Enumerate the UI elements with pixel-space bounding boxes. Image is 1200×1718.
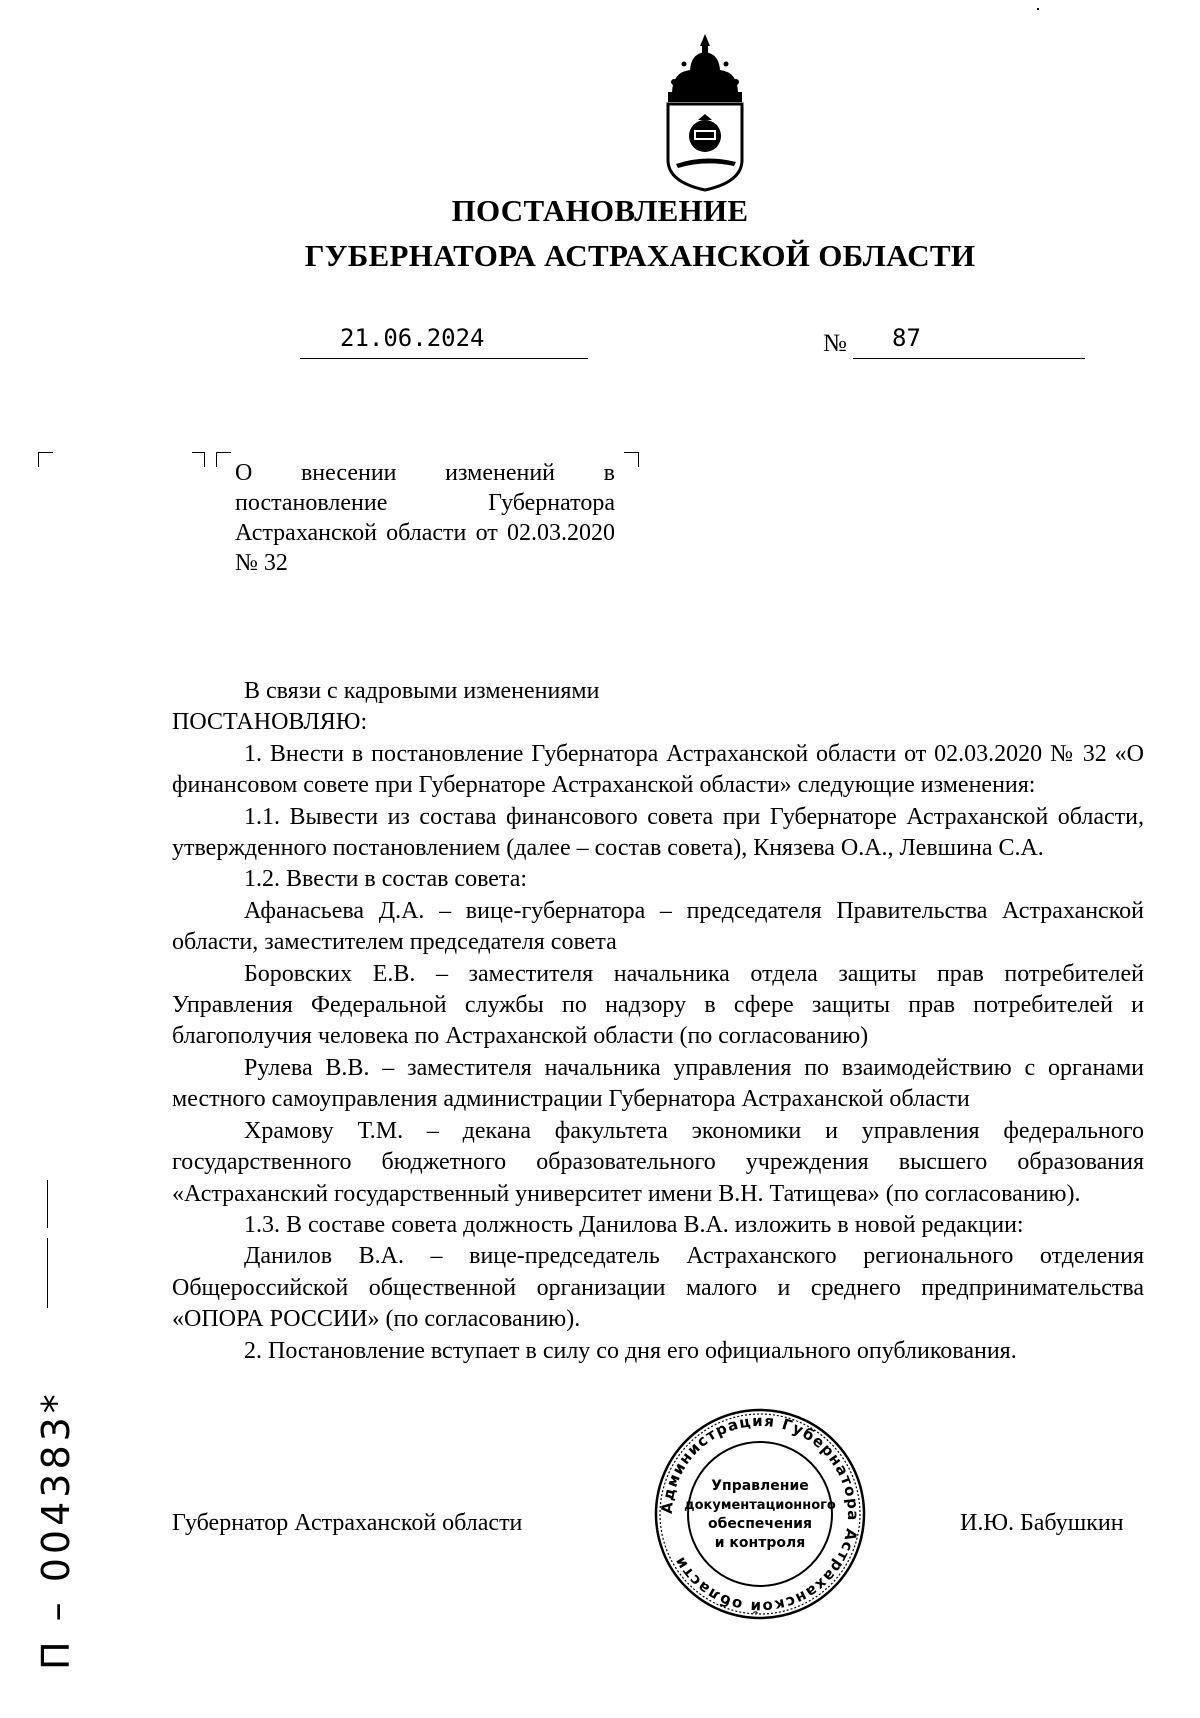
body-paragraph: 1.3. В составе совета должность Данилова В.А. изложить в новой редакции: <box>244 1211 1024 1238</box>
margin-bar <box>47 1238 48 1308</box>
body-paragraph: Храмову Т.М. – декана факультета экономики и управления федерального государственного бюджетного образовательного учреждения высшего образования «Астраханский государственный университет имени В.Н. Татищева» (по согласованию). <box>172 1117 1144 1207</box>
scan-speck <box>1037 8 1039 10</box>
body-paragraph: Данилов В.А. – вице-председатель Астраханского регионального отделения Общероссийской общественной организации малого и среднего предпринимательства «ОПОРА РОССИИ» (по согласованию). <box>172 1243 1144 1333</box>
stamp-inner-line1: Управление <box>711 1478 809 1494</box>
stamp-inner-line4: и контроля <box>714 1535 806 1551</box>
number-underline <box>853 330 1085 359</box>
body-paragraph: 1. Внести в постановление Губернатора Астраханской области от 02.03.2020 № 32 «О финансовом совете при Губернаторе Астраханской области» следующие изменения: <box>172 740 1144 799</box>
stamp-inner-line3: обеспечения <box>708 1516 812 1532</box>
address-corner-mark <box>38 452 53 467</box>
document-body <box>172 676 1144 1367</box>
official-stamp <box>652 1406 868 1622</box>
document-title-line1: ПОСТАНОВЛЕНИЕ <box>451 193 749 228</box>
subject-corner-mark-right <box>624 452 639 467</box>
coat-of-arms-icon <box>660 32 750 192</box>
document-date: 21.06.2024 <box>340 324 485 352</box>
body-paragraph: 2. Постановление вступает в силу со дня его официального опубликования. <box>244 1337 1017 1364</box>
body-paragraph: 1.1. Вывести из состава финансового совета при Губернаторе Астраханской области, утвержденного постановлением (далее – состав совета), Князева О.А., Левшина С.А. <box>172 803 1144 862</box>
registration-number-text: П – 004383* <box>34 1390 78 1670</box>
stamp-outer-text: Администрация Губернатора Астраханской области <box>657 1411 863 1617</box>
document-title-line2: ГУБЕРНАТОРА АСТРАХАНСКОЙ ОБЛАСТИ <box>304 238 976 273</box>
stamp-inner-line2: документационного <box>684 1498 836 1513</box>
body-paragraph: 1.2. Ввести в состав совета: <box>244 866 528 893</box>
subject-corner-mark-left-a <box>192 452 205 467</box>
signatory-position: Губернатор Астраханской области <box>172 1510 523 1536</box>
number-sign: № <box>823 330 847 357</box>
body-paragraph: Афанасьева Д.А. – вице-губернатора – председателя Правительства Астраханской области, заместителем председателя совета <box>172 897 1144 956</box>
signatory-name: И.Ю. Бабушкин <box>960 1510 1124 1536</box>
document-number: 87 <box>892 324 921 352</box>
subject-corner-mark-left-b <box>216 452 231 467</box>
body-paragraph: ПОСТАНОВЛЯЮ: <box>172 709 368 736</box>
body-paragraph: В связи с кадровыми изменениями <box>244 678 600 704</box>
registration-number-mark <box>26 1310 86 1670</box>
margin-bar <box>47 1180 48 1228</box>
document-subject-number: № 32 <box>235 550 288 576</box>
body-paragraph: Боровских Е.В. – заместителя начальника отдела защиты прав потребителей Управления Федеральной службы по надзору в сфере защиты прав потребителей и благополучия человека по Астраханской области (по согласованию) <box>172 960 1144 1050</box>
body-paragraph: Рулева В.В. – заместителя начальника управления по взаимодействию с органами местного самоуправления администрации Губернатора Астраханской области <box>172 1054 1144 1113</box>
document-subject: О внесении изменений в постановление Губернатора Астраханской области от 02.03.2020 <box>235 460 615 546</box>
